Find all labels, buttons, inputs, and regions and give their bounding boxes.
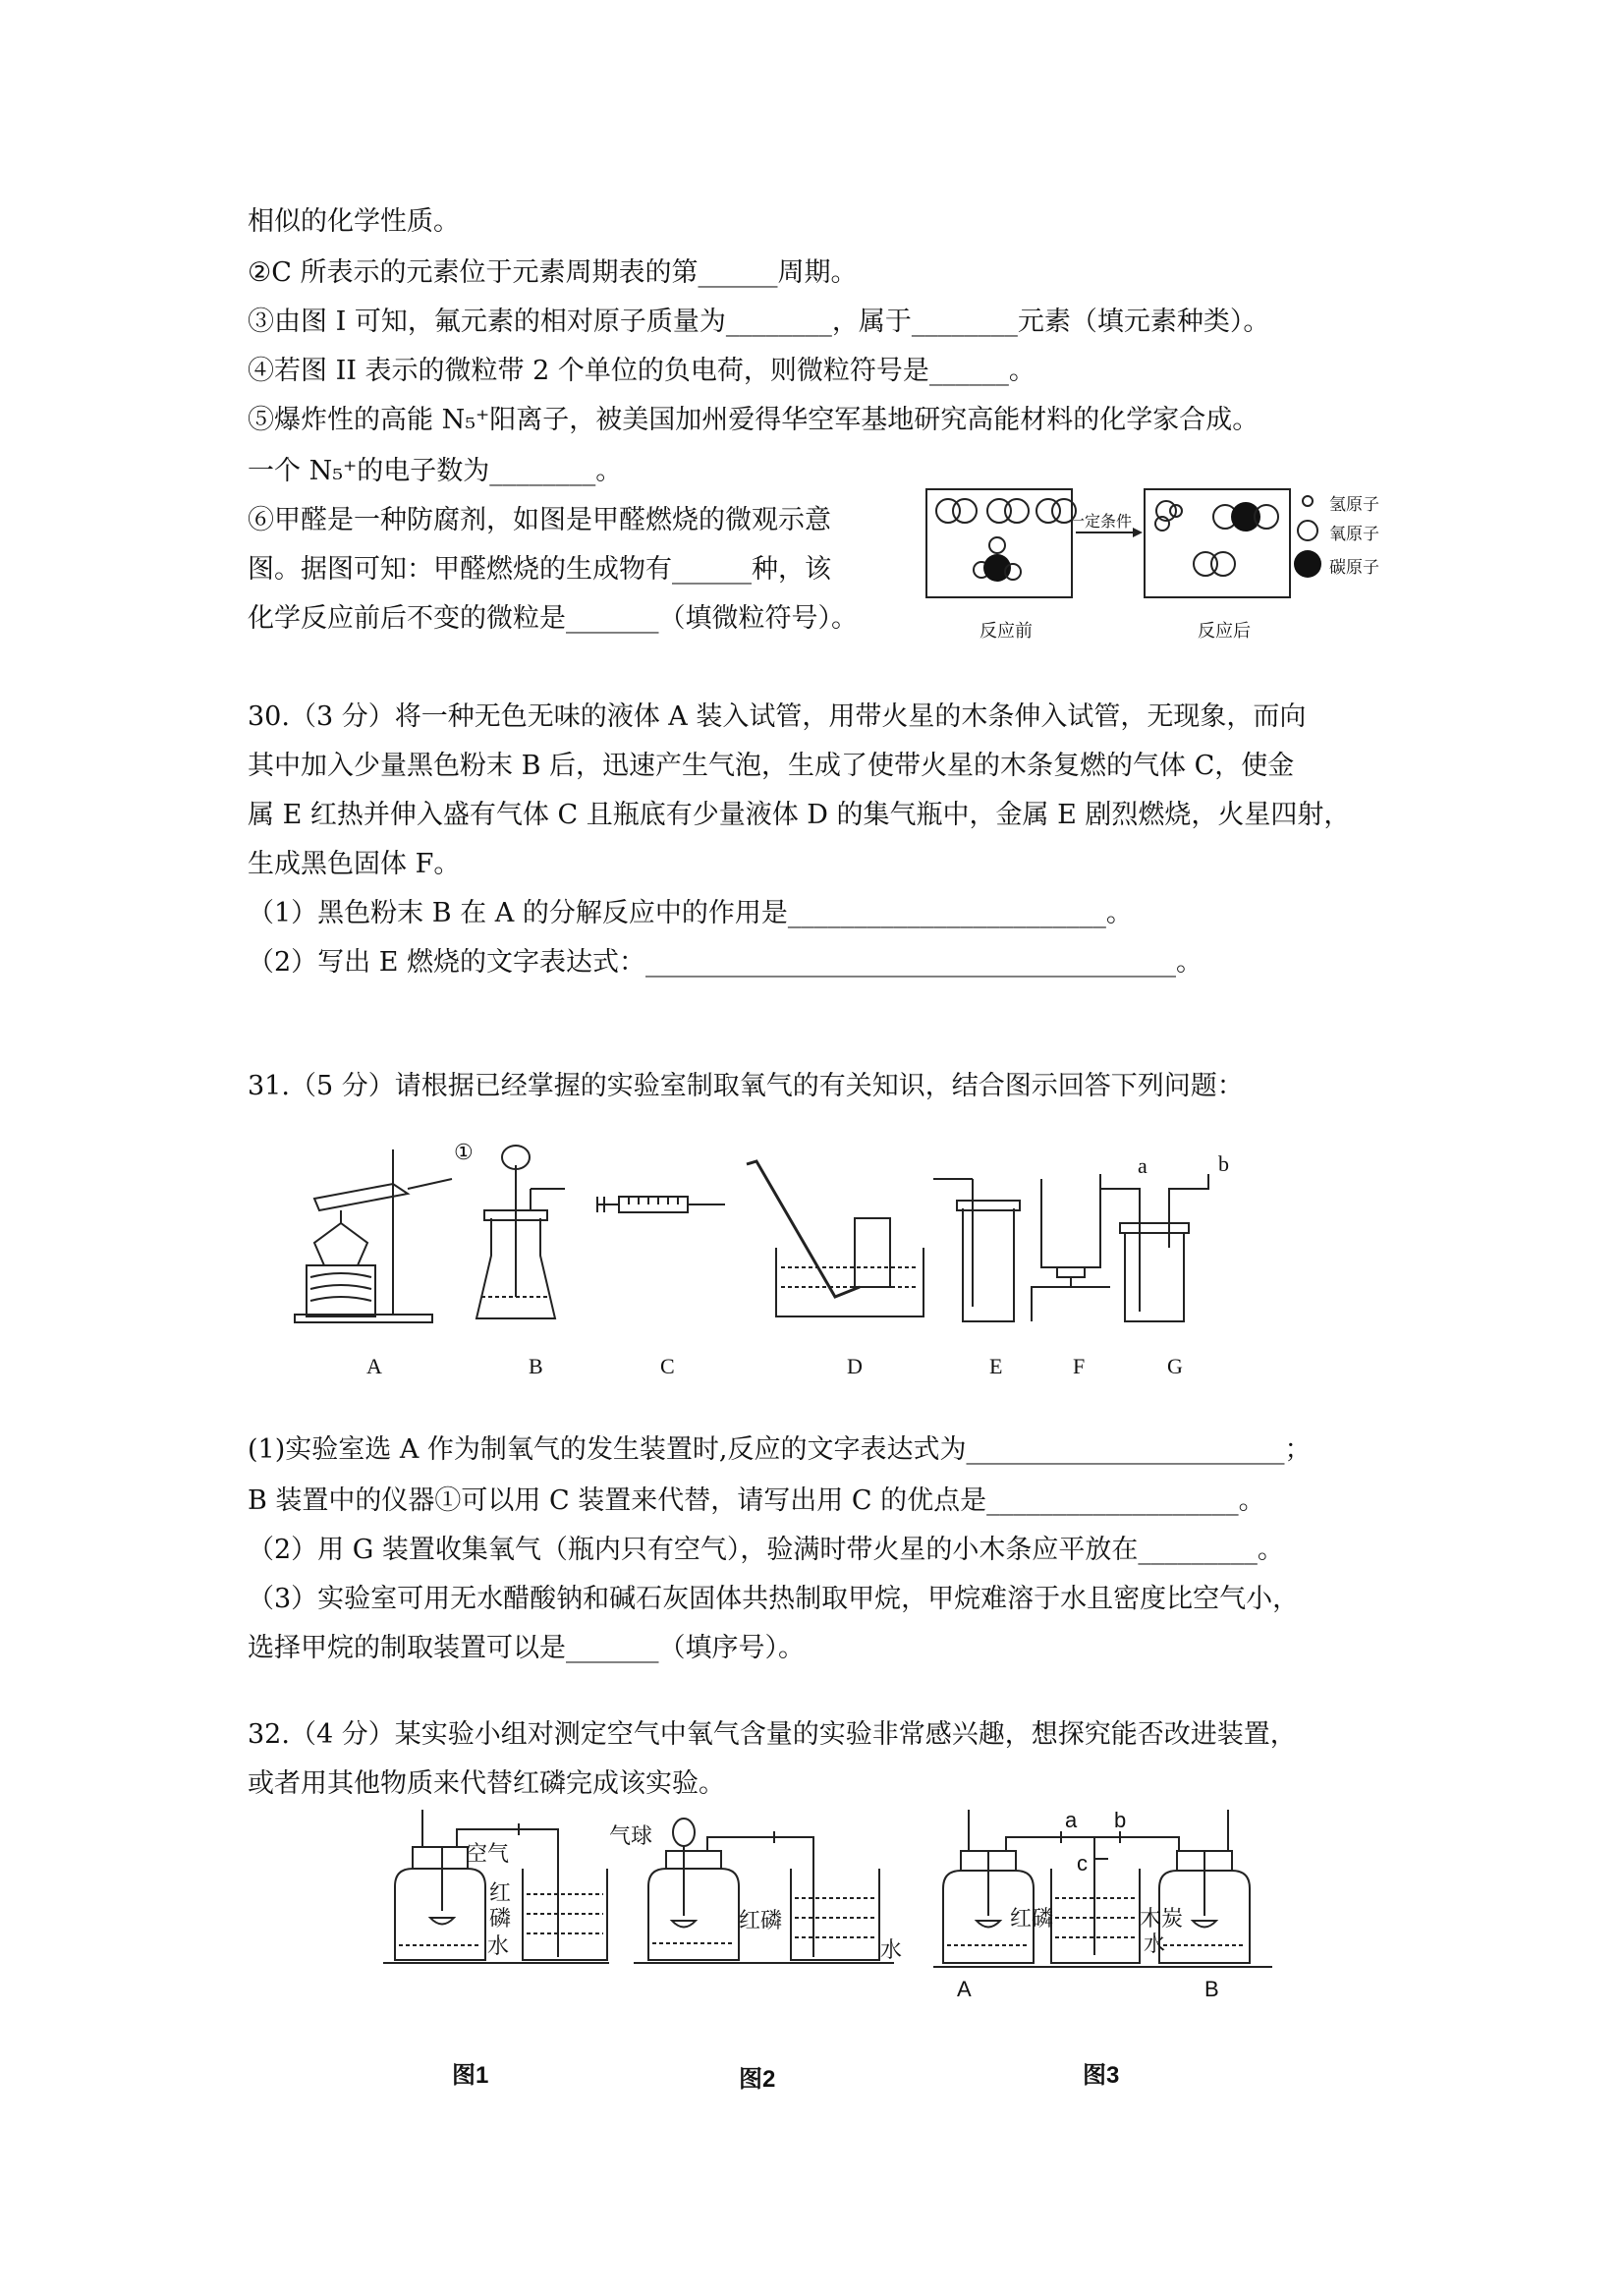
q30-line-3: 属 E 红热并伸入盛有气体 C 且瓶底有少量液体 D 的集气瓶中，金属 E 剧烈燃烧，火星四射， [248, 800, 1351, 830]
q29-line-9: 化学反应前后不变的微粒是_______（填微粒符号）。 [248, 603, 858, 634]
q31-line-6: 选择甲烷的制取装置可以是_______（填序号）。 [248, 1633, 805, 1663]
legend-carbon: 碳原子 [1329, 558, 1379, 577]
fig1-water-label: 水 [487, 1933, 510, 1958]
fig3-c-label: c [1077, 1851, 1088, 1876]
reaction-condition-label: 一定条件 [1069, 514, 1133, 531]
fig3-water-label: 水 [1144, 1932, 1166, 1956]
fig3-B-label: B [1204, 1977, 1219, 2001]
apparatus-label-C: C [660, 1354, 675, 1378]
apparatus-label-D: D [847, 1354, 863, 1378]
fig2-balloon-label: 气球 [609, 1823, 653, 1848]
apparatus-label-b: b [1218, 1151, 1229, 1176]
fig3-phos-label: 红磷 [1010, 1906, 1054, 1931]
fig3-charcoal-label: 木炭 [1140, 1906, 1184, 1931]
q29-line-6: 一个 N₅⁺的电子数为________。 [248, 456, 623, 486]
q30-line-6: （2）写出 E 燃烧的文字表达式：________________________________________。 [248, 947, 1203, 978]
q31-line-4: （2）用 G 装置收集氧气（瓶内只有空气），验满时带火星的小木条应平放在_________。 [248, 1535, 1284, 1565]
fig3-b-label: b [1114, 1808, 1127, 1832]
q29-line-3: ③由图 I 可知，氟元素的相对原子质量为________，属于________元素（填元素种类）。 [248, 307, 1270, 337]
apparatus-label-F: F [1073, 1354, 1086, 1378]
figure-1-caption: 图1 [452, 2062, 489, 2089]
fig3-a-label: a [1065, 1808, 1078, 1832]
fig1-air-label: 空气 [466, 1841, 510, 1866]
apparatus-label-B: B [529, 1354, 543, 1378]
figure-3-caption: 图3 [1083, 2062, 1120, 2089]
apparatus-label-a: a [1138, 1153, 1147, 1178]
before-reaction-label: 反应前 [979, 621, 1033, 641]
q30-line-2: 其中加入少量黑色粉末 B 后，迅速产生气泡，生成了使带火星的木条复燃的气体 C，使金 [248, 751, 1295, 781]
q31-line-5: （3）实验室可用无水醋酸钠和碱石灰固体共热制取甲烷，甲烷难溶于水且密度比空气小， [248, 1584, 1300, 1614]
q30-line-4: 生成黑色固体 F。 [248, 849, 461, 879]
q30-line-1: 30.（3 分）将一种无色无味的液体 A 装入试管，用带火星的木条伸入试管，无现象，而向 [248, 701, 1307, 732]
q30-line-5: （1）黑色粉末 B 在 A 的分解反应中的作用是________________________。 [248, 898, 1133, 928]
q29-line-4: ④若图 II 表示的微粒带 2 个单位的负电荷，则微粒符号是______。 [248, 356, 1035, 386]
legend-oxygen: 氧原子 [1329, 525, 1379, 543]
q31-line-1: 31.（5 分）请根据已经掌握的实验室制取氧气的有关知识，结合图示回答下列问题： [248, 1071, 1244, 1101]
figure-2-caption: 图2 [739, 2066, 776, 2093]
q29-line-7: ⑥甲醛是一种防腐剂，如图是甲醛燃烧的微观示意 [248, 505, 831, 535]
oxygen-apparatus-figure [285, 1140, 1248, 1385]
apparatus-label-E: E [989, 1354, 1003, 1378]
q29-line-1: 相似的化学性质。 [248, 206, 460, 237]
formaldehyde-reaction-diagram [919, 481, 1410, 648]
q32-line-2: 或者用其他物质来代替红磷完成该实验。 [248, 1768, 725, 1799]
after-reaction-label: 反应后 [1198, 621, 1251, 641]
apparatus-label-A: A [366, 1354, 382, 1378]
q31-line-3: B 装置中的仪器①可以用 C 装置来代替，请写出用 C 的优点是___________________。 [248, 1485, 1265, 1516]
q29-line-2: ②C 所表示的元素位于元素周期表的第______周期。 [248, 257, 858, 288]
q32-line-1: 32.（4 分）某实验小组对测定空气中氧气含量的实验非常感兴趣，想探究能否改进装置， [248, 1719, 1297, 1750]
apparatus-label-circle1: ① [454, 1140, 474, 1164]
oxygen-content-figure [383, 1808, 1287, 2053]
apparatus-label-G: G [1167, 1354, 1183, 1378]
fig3-A-label: A [957, 1977, 972, 2001]
fig1-phos-label-1: 红 [489, 1880, 512, 1905]
q29-line-5: ⑤爆炸性的高能 N₅⁺阳离子，被美国加州爱得华空军基地研究高能材料的化学家合成。 [248, 405, 1259, 435]
fig2-water-label: 水 [880, 1937, 903, 1962]
q29-line-8: 图。据图可知：甲醛燃烧的生成物有______种，该 [248, 554, 831, 585]
q31-line-2: (1)实验室选 A 作为制氧气的发生装置时,反应的文字表达式为________________________； [248, 1434, 1312, 1465]
legend-hydrogen: 氢原子 [1329, 495, 1379, 514]
fig2-phos-label: 红磷 [739, 1908, 783, 1932]
fig1-phos-label-2: 磷 [489, 1906, 512, 1931]
